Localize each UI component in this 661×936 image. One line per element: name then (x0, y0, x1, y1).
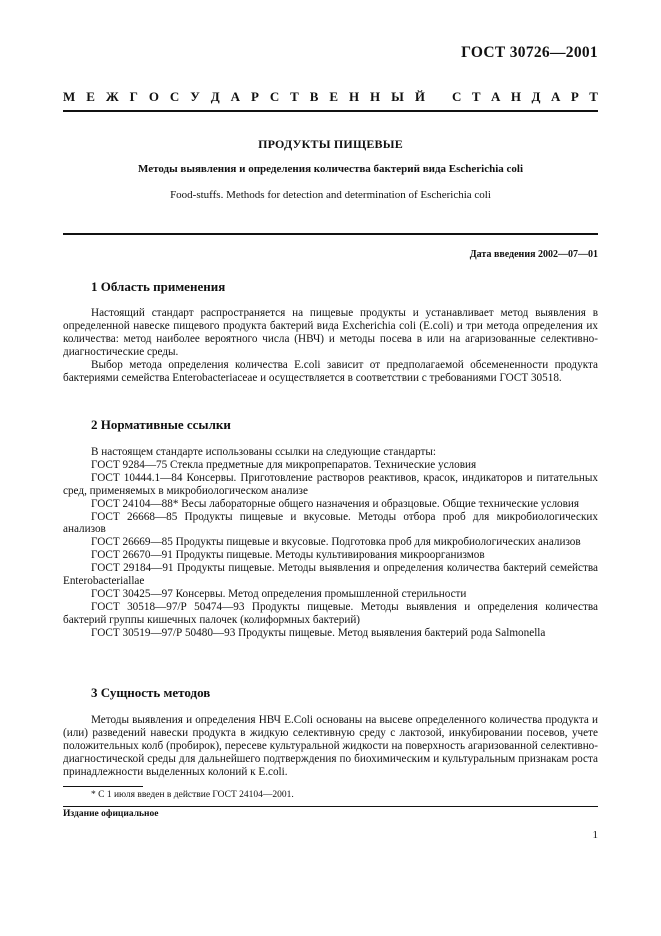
banner-letter: Ы (391, 89, 404, 104)
paragraph: Методы выявления и определения НВЧ E.Coli основаны на высеве определенного количества продукта и (или) разведений навески продукта в жидкую селективную среду с лактозой, инкубировании посевов, учете положительных колб (пробирок), пересеве культуральной жидкости на поверхность агаризованной селективно-диагностической среды для дальнейшего подтверждения по биохимическим и культуральным признакам роста принадлежности выделенных колоний к E.coli. (63, 714, 598, 778)
banner-letter: Д (210, 89, 220, 104)
section-3-body (63, 714, 598, 779)
edition-label: Издание официальное (63, 809, 159, 819)
section-2-body (63, 446, 598, 640)
introduction-date: Дата введения 2002—07—01 (469, 249, 598, 260)
section-1-body (63, 307, 598, 384)
interstate-word (63, 89, 425, 105)
paragraph: В настоящем стандарте использованы ссылки на следующие стандарты: (91, 446, 436, 458)
interstate-standard-banner (63, 89, 598, 105)
banner-letter: А (230, 89, 240, 104)
reference-item: ГОСТ 9284—75 Стекла предметные для микропрепаратов. Технические условия (91, 458, 477, 471)
banner-letter: С (169, 89, 180, 104)
bottom-rule (63, 806, 598, 807)
footnote-rule (63, 786, 143, 787)
reference-item: ГОСТ 30425—97 Консервы. Метод определения промышленной стерильности (91, 587, 467, 600)
reference-item: ГОСТ 30519—97/Р 50480—93 Продукты пищевые. Метод выявления бактерий рода Salmonella (91, 626, 546, 639)
banner-letter: Й (414, 89, 425, 104)
reference-item: ГОСТ 10444.1—84 Консервы. Приготовление растворов реактивов, красок, индикаторов и питательных сред, применяемых в микробиологическом анализе (63, 471, 598, 497)
english-title: Food-stuffs. Methods for detection and determination of Escherichia coli (170, 189, 491, 201)
section-2-heading: 2 Нормативные ссылки (91, 417, 231, 432)
banner-letter: М (63, 89, 76, 104)
page-number: 1 (592, 829, 598, 841)
standard-number: ГОСТ 30726—2001 (461, 44, 598, 61)
title-rule (63, 233, 598, 235)
top-rule (63, 110, 598, 112)
reference-item: ГОСТ 30518—97/Р 50474—93 Продукты пищевые. Методы выявления и определения количества бактерий группы кишечных палочек (колиформных бактерий) (63, 600, 598, 626)
section-1-heading: 1 Область применения (91, 279, 226, 294)
banner-letter: Н (348, 89, 360, 104)
document-subtitle: Методы выявления и определения количества бактерий вида Escherichia coli (137, 163, 524, 175)
reference-item: ГОСТ 29184—91 Продукты пищевые. Методы выявления и определения количества бактерий семейства Enterobacteriallae (63, 562, 598, 588)
banner-letter: Н (370, 89, 381, 104)
standard-word (452, 89, 598, 105)
banner-letter: С (452, 89, 462, 104)
reference-item: ГОСТ 24104—88* Весы лабораторные общего назначения и образцовые. Общие технические условия (91, 497, 580, 510)
banner-letter: В (309, 89, 319, 104)
banner-letter: Т (290, 89, 299, 104)
banner-letter: Т (471, 89, 481, 104)
banner-letter: Д (531, 89, 541, 104)
banner-letter: Р (570, 89, 579, 104)
banner-letter: А (491, 89, 501, 104)
document-title: ПРОДУКТЫ ПИЩЕВЫЕ (258, 137, 403, 151)
banner-letter: С (269, 89, 280, 104)
reference-item: ГОСТ 26669—85 Продукты пищевые и вкусовые. Подготовка проб для микробиологических анализов (91, 536, 581, 549)
banner-letter: Е (329, 89, 339, 104)
banner-letter: У (190, 89, 200, 104)
banner-letter: Р (250, 89, 259, 104)
banner-letter: Е (86, 89, 95, 104)
paragraph: Настоящий стандарт распространяется на пищевые продукты и устанавливает метод выявления в определенной навеске пищевого продукта бактерий вида Excherichia coli (E.coli) и три метода определения их количества: метод наиболее вероятного числа (НВЧ) и методы посева в или на агаризованные селективно-диагностические среды. (63, 307, 598, 358)
banner-letter: Т (589, 89, 598, 104)
reference-item: ГОСТ 26670—91 Продукты пищевые. Методы культивирования микроорганизмов (91, 549, 485, 562)
reference-item: ГОСТ 26668—85 Продукты пищевые и вкусовые. Методы отбора проб для микробиологических анализов (63, 510, 598, 536)
footnote: * С 1 июля введен в действие ГОСТ 24104—2001. (91, 790, 294, 800)
banner-letter: Г (129, 89, 138, 104)
banner-letter: О (148, 89, 159, 104)
paragraph: Выбор метода определения количества E.coli зависит от предполагаемой обсемененности продукта бактериями семейства Enterobacteriaceae и осуществляется в соответствии с требованиями ГОСТ 30518. (63, 358, 598, 384)
section-3-heading: 3 Сущность методов (91, 685, 211, 700)
banner-letter: Н (510, 89, 522, 104)
banner-letter: Ж (105, 89, 119, 104)
banner-letter: А (550, 89, 561, 104)
